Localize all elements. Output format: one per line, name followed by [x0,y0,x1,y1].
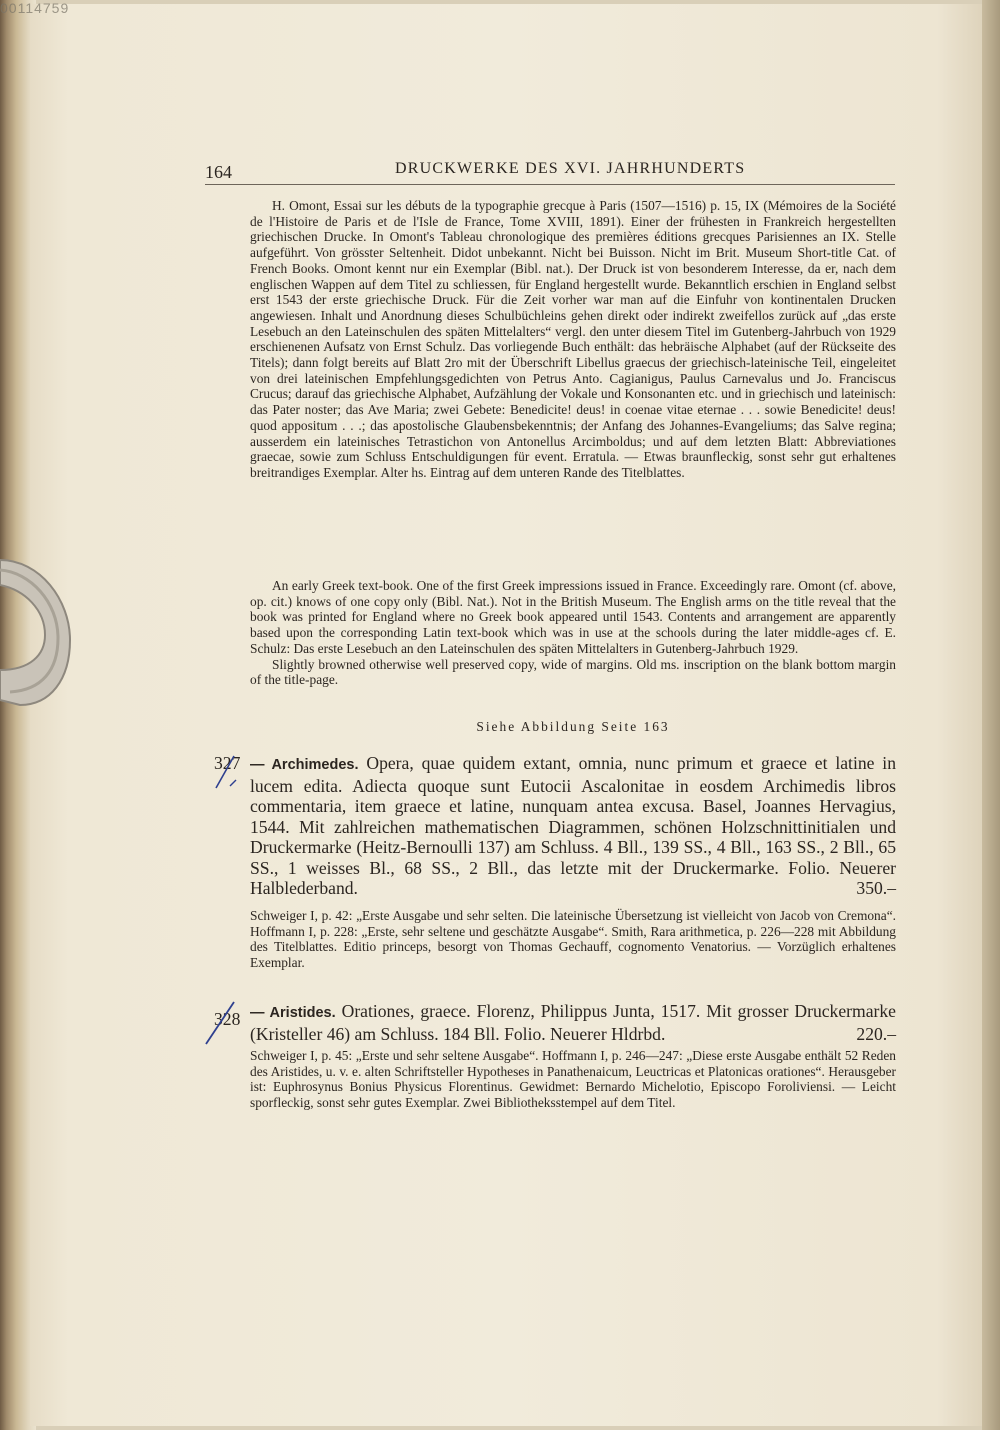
intro-description [250,198,896,481]
page-header [205,160,895,185]
entry-text-327: Opera, quae quidem extant, omnia, nunc primum et graece et latine in lucem edita. Adiecta quoque sunt Eutocii Ascalonitae in eosdem Archimedis libros commentaria, item graece et latine, nunquam antea excusa. Basel, Joannes Hervagius, 1544. Mit zahlreichen mathematischen Diagrammen, schönen Holzschnittinitialen und Druckermarke (Heitz-Bernoulli 137) am Schluss. 4 Bll., 139 SS., 4 Bll., 163 SS., 2 Bll., 65 SS., 1 weisses Bl., 68 SS., 2 Bll., das letzte mit der Druckermarke. Folio. Neuerer Halblederband. [250,753,896,898]
page-edge [982,0,1000,1430]
entry-number-328: 328 [214,1009,241,1029]
entry-327 [250,753,896,899]
entry-author-aristides: — Aristides. [250,1005,336,1021]
entry-number-327: 327 [214,753,241,773]
paper-clip-icon [0,540,80,715]
intro-german: H. Omont, Essai sur les débuts de la typographie grecque à Paris (1507—1516) p. 15, IX (Mémoires de la Société de l'Histoire de Paris et de l'Isle de France, Tome XVIII, 1891). Einer der frühesten in Frankreich hergestellten griechischen Drucke. In Omont's Tableau chronologique des premières éditions grecques Parisiennes an IX. Stelle aufgeführt. Von grösster Seltenheit. Didot unbekannt. Nicht bei Buisson. Nicht im Brit. Museum Short-title Cat. of French Books. Omont kennt nur ein Exemplar (Bibl. nat.). Der Druck ist von besonderem Interesse, da er, nach dem englischen Wappen auf dem Titel zu schliessen, für England hergestellt wurde. Bekanntlich erschien in England selbst erst 1543 der erste griechische Druck. Für die Zeit vorher war man auf die Einfuhr von kontinentalen Drucken angewiesen. Inhalt und Anordnung dieses Schulbüchleins gehen direkt oder indirekt zweifellos zurück auf „das erste Lesebuch an den Lateinschulen des späten Mittelalters“ vergl. den unter diesem Titel im Gutenberg-Jahrbuch von 1929 erschienenen Aufsatz von Ernst Schulz. Das vorliegende Buch enthält: das hebräische Alphabet (auf der Rückseite des Titels); dann folgt bereits auf Blatt 2ro mit der Überschrift Libellus graecus der griechisch-lateinische Teil, eingeleitet von drei lateinischen Empfehlungsgedichten von Petrus Anto. Cagianigus, Paulus Carnevalus und Jo. Franciscus Crucus; darauf das griechische Alphabet, Aufzählung der Vokale und Konsonanten etc. und in griechisch und lateinisch: das Pater noster; das Ave Maria; zwei Gebete: Benedicite! deus! in coenae vitae eternae . . . sowie Benedicite! deus! quod appositum . . .; das apostolische Glaubensbekenntnis; der Anfang des Johannes-Evangeliums; das Salve regina; ausserdem ein lateinisches Tetrastichon von Antonellus Arcimboldus; und auf dem letzten Blatt: Abbreviationes graecae, sowie zum Schluss Entschuldigungen für event. Erratula. — Etwas braunfleckig, sonst sehr gut erhaltenes breitrandiges Exemplar. Alter hs. Eintrag auf dem unteren Rande des Titelblattes. [250,198,896,480]
intro-english-1: An early Greek text-book. One of the first Greek impressions issued in France. Exceedingly rare. Omont (cf. above, op. cit.) knows of one copy only (Bibl. Nat.). Not in the British Museum. The English arms on the title reveal that the book was printed for England where no Greek book appeared until 1543. Contents and arrangement are apparently based upon the corresponding Latin text-book which was in use at the schools during the later middle-ages cf. E. Schulz: Das erste Lesebuch an den Lateinschulen des späten Mittelalters in Gutenberg-Jahrbuch 1929. [250,578,896,656]
entry-author-archimedes: — Archimedes. [250,757,359,773]
intro-english [250,578,896,688]
entry-note-328 [250,1048,896,1111]
entry-price-327: 350.– [856,878,896,898]
intro-english-2: Slightly browned otherwise well preserved copy, wide of margins. Old ms. inscription on the blank bottom margin of the title-page. [250,656,896,688]
entry-text-328: Orationes, graece. Florenz, Philippus Junta, 1517. Mit grosser Druckermarke (Kristeller 46) am Schluss. 184 Bll. Folio. Neuerer Hldrbd. [250,1001,896,1044]
pencil-tick-icon [212,752,242,792]
see-also-reference: Siehe Abbildung Seite 163 [476,719,670,734]
entry-note-328-text: Schweiger I, p. 45: „Erste und sehr seltene Ausgabe“. Hoffmann I, p. 246—247: „Diese erste Ausgabe enthält 52 Reden des Aristides, u. v. e. alten Schriftsteller Hypotheses in Panathenaicum, Leuctricas et Platonicas orationes“. Herausgeber ist: Euphrosynus Bonius Physicus Florentinus. Gewidmet: Bernardo Michelotio, Episcopo Foroliviensi. — Leicht sporfleckig, sonst sehr gutes Exemplar. Zwei Bibliotheksstempel auf dem Titel. [250,1048,896,1111]
entry-328 [250,1001,896,1044]
scan-id: 00114759 [0,0,70,16]
running-head: DRUCKWERKE DES XVI. JAHRHUNDERTS [395,160,746,177]
entry-note-327-text: Schweiger I, p. 42: „Erste Ausgabe und sehr selten. Die lateinische Übersetzung ist vielleicht von Jacob von Cremona“. Hoffmann I, p. 228: „Erste, sehr seltene und geschätzte Ausgabe“. Smith, Rara arithmetica, p. 226—228 mit Abbildung des Titelblattes. Editio princeps, besorgt von Thomas Gechauff, cognomento Venatorius. — Vorzüglich erhaltenes Exemplar. [250,908,896,971]
entry-note-327 [250,908,896,971]
page-number: 164 [205,162,232,182]
pencil-tick-icon [200,998,240,1048]
entry-price-328: 220.– [856,1023,896,1044]
